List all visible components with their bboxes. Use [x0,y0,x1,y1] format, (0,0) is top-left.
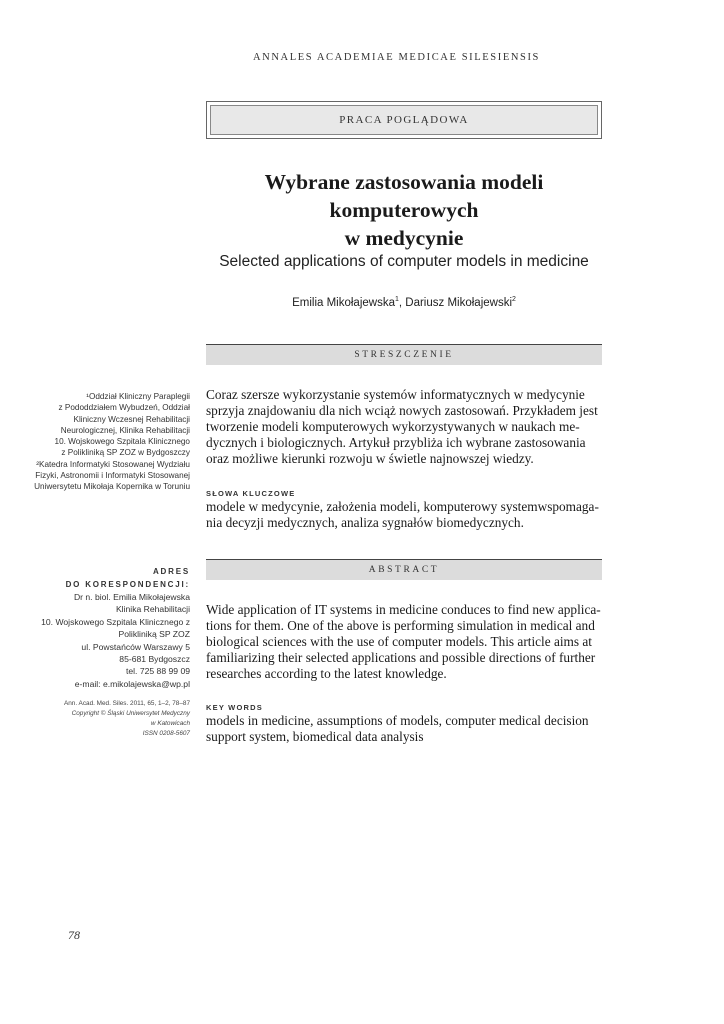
address-line: 10. Wojskowego Szpitala Klinicznego z [41,616,190,627]
article-type-label: PRACA POGLĄDOWA [210,105,598,135]
text-line: dycznych i biologicznych. Artykuł przybliża ich wybrane zastosowania [206,435,586,450]
correspondence-address [20,591,190,690]
title-line-2: w medycynie [344,226,464,250]
address-line: Dr n. biol. Emilia Mikołajewska [73,592,190,602]
affiliation-line: Fizyki, Astronomii i Informatyki Stosowanej [35,471,190,481]
affiliations [20,391,190,493]
page-number: 78 [68,928,80,942]
streszczenie-heading-bar: STRESZCZENIE [206,344,602,365]
text-line: models in medicine, assumptions of models, computer medical decision [206,713,589,728]
affiliation-line: z Pododdziałem Wybudzeń, Oddział [58,403,190,413]
text-line: Wide application of IT systems in medicine conduces to find new applica- [206,602,601,617]
address-line: ul. Powstańców Warszawy 5 [81,641,190,652]
abstract-heading-bar: ABSTRACT [206,559,602,580]
article-title-pl [206,168,602,252]
article-title-en: Selected applications of computer models in medicine [219,253,589,270]
streszczenie-text [206,387,602,467]
text-line: biological sciences with the use of computer models. This article aims at [206,634,592,649]
text-line: oraz możliwe kierunki rozwoju w świetle najnowszej wiedzy. [206,451,534,466]
article-type-box [206,101,602,139]
text-line: nia decyzji medycznych, analiza sygnałów biomedycznych. [206,515,524,530]
address-line: 85-681 Bydgoszcz [119,654,190,665]
correspondence-heading-line-1: ADRES [152,567,190,576]
affiliation-line: Uniwersytetu Mikołaja Kopernika w Toruniu [34,482,190,492]
title-line-1: Wybrane zastosowania modeli komputerowych [264,170,544,222]
author-1: Emilia Mikołajewska [292,296,395,309]
copyright-line: w Katowicach [150,720,190,727]
author-separator: , [398,296,406,309]
correspondence-heading [20,565,190,591]
citation-line: Ann. Acad. Med. Siles. 2011, 65, 1–2, 78–87 [63,700,190,707]
author-1-affiliation-mark: 1 [394,296,399,303]
journal-title: ANNALES ACADEMIAE MEDICAE SILESIENSIS [253,52,540,63]
text-line: Coraz szersze wykorzystanie systemów informatycznych w medycynie [206,387,585,402]
text-line: familiarizing their selected applications and possible directions of further [206,650,596,665]
affiliation-line: Neurologicznej, Klinika Rehabilitacji [60,425,190,435]
key-words-heading: KEY WORDS [206,703,263,712]
slowa-kluczowe-heading: SŁOWA KLUCZOWE [206,489,296,498]
email-line: e-mail: e.mikolajewska@wp.pl [74,678,190,689]
issn-line: ISSN 0208-5607 [142,730,190,737]
author-2: Dariusz Mikołajewski [405,296,512,309]
affiliation-line: z Polikliniką SP ZOZ w Bydgoszczy [61,448,190,458]
key-words-text [206,713,602,745]
address-line: tel. 725 88 99 09 [125,666,190,677]
slowa-kluczowe-text [206,499,602,531]
citation-block [20,699,190,739]
text-line: tions for them. One of the above is performing simulation in medical and [206,618,595,633]
text-line: support system, biomedical data analysis [206,729,424,744]
text-line: modele w medycynie, założenia modeli, komputerowy systemwspomaga- [206,499,599,514]
address-line: Klinika Rehabilitacji [115,604,190,615]
affiliation-line: ¹Oddział Kliniczny Paraplegii [86,392,190,401]
copyright-line: Copyright © Śląski Uniwersytet Medyczny [71,710,190,717]
authors-line [206,296,602,309]
correspondence-heading-line-2: DO KORESPONDENCJI: [65,580,190,589]
affiliation-line: Kliniczny Wczesnej Rehabilitacji [73,414,190,424]
affiliation-line: ²Katedra Informatyki Stosowanej Wydziału [36,459,190,469]
address-line: Polikliniką SP ZOZ [118,629,190,640]
text-line: researches according to the latest knowledge. [206,666,447,681]
author-2-affiliation-mark: 2 [512,296,516,303]
text-line: tworzenie modeli komputerowych wykorzystywanych w naukach me- [206,419,580,434]
affiliation-line: 10. Wojskowego Szpitala Klinicznego [54,437,190,447]
abstract-text [206,602,602,682]
text-line: sprzyja znajdowaniu dla nich wciąż nowych zastosowań. Przykładem jest [206,403,598,418]
